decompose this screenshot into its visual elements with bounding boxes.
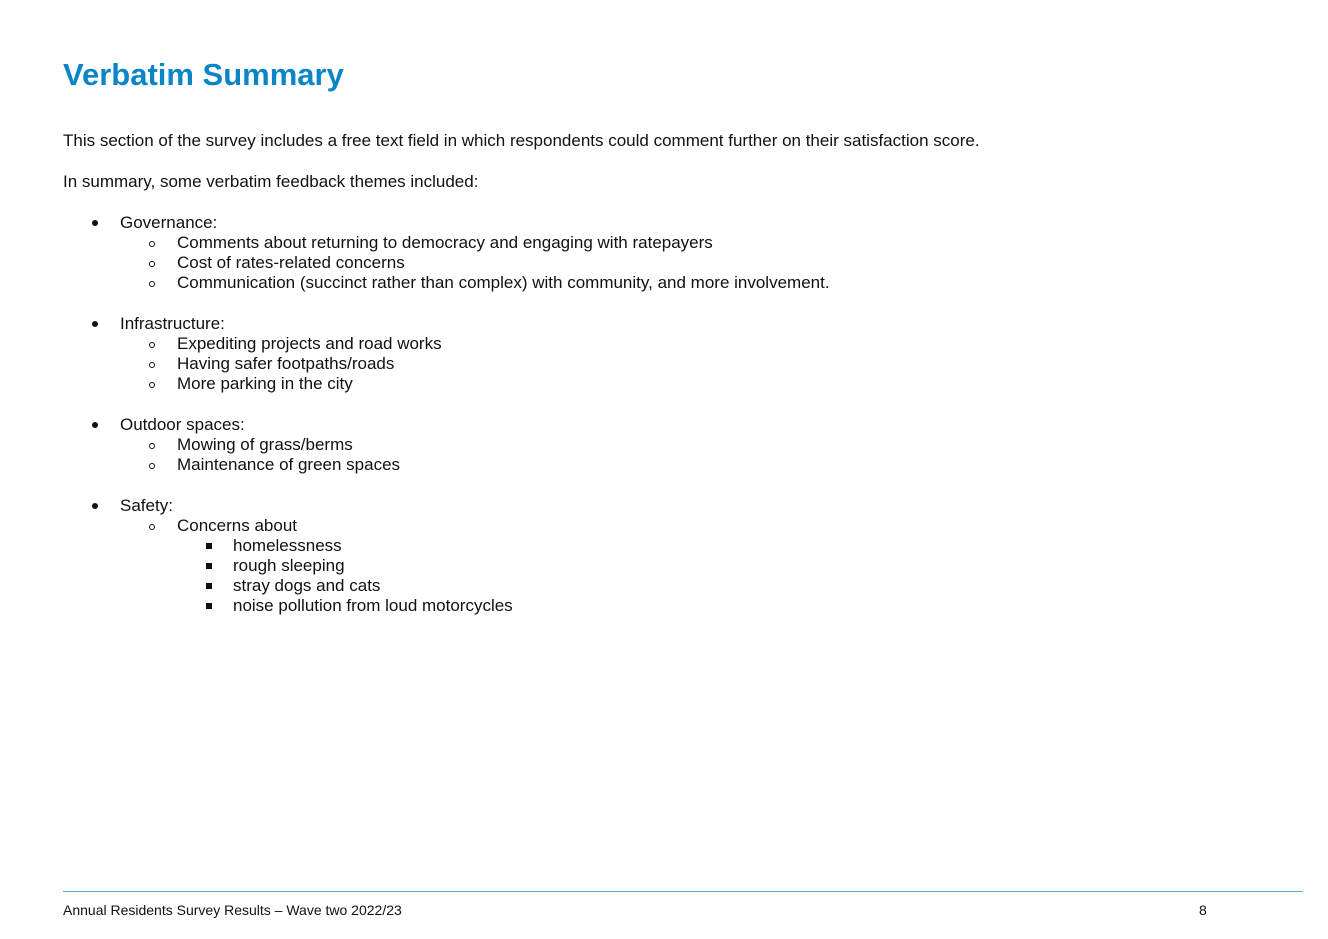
bullet-disc-icon: [92, 422, 98, 428]
bullet-circle-icon: [149, 524, 155, 530]
bullet-square-icon: [206, 583, 212, 589]
list-item: rough sleeping: [233, 556, 345, 575]
bullet-circle-icon: [149, 362, 155, 368]
list-item: Cost of rates-related concerns: [177, 253, 405, 272]
bullet-square-icon: [206, 603, 212, 609]
summary-lead: In summary, some verbatim feedback themes included:: [63, 172, 479, 191]
list-item: homelessness: [233, 536, 342, 555]
theme-label: Infrastructure:: [120, 314, 225, 333]
list-item: Having safer footpaths/roads: [177, 354, 395, 373]
theme-label: Outdoor spaces:: [120, 415, 245, 434]
list-item: Mowing of grass/berms: [177, 435, 353, 454]
list-item: Maintenance of green spaces: [177, 455, 401, 474]
bullet-circle-icon: [149, 382, 155, 388]
page-title: Verbatim Summary: [63, 57, 344, 92]
bullet-circle-icon: [149, 241, 155, 247]
intro-paragraph: This section of the survey includes a free text field in which respondents could comment further on their satisfaction score.: [63, 131, 980, 150]
bullet-circle-icon: [149, 443, 155, 449]
bullet-circle-icon: [149, 281, 155, 287]
theme-label: Governance:: [120, 213, 218, 232]
bullet-square-icon: [206, 543, 212, 549]
list-item: More parking in the city: [177, 374, 353, 393]
theme-label: Safety:: [120, 496, 173, 515]
list-item: Communication (succinct rather than complex) with community, and more involvement.: [177, 273, 830, 292]
bullet-circle-icon: [149, 463, 155, 469]
bullet-disc-icon: [92, 321, 98, 327]
bullet-disc-icon: [92, 503, 98, 509]
list-item: Concerns about: [177, 516, 298, 535]
footer-divider: [63, 891, 1303, 892]
list-item: stray dogs and cats: [233, 576, 381, 595]
list-item: Comments about returning to democracy and engaging with ratepayers: [177, 233, 713, 252]
bullet-square-icon: [206, 563, 212, 569]
bullet-disc-icon: [92, 220, 98, 226]
bullet-circle-icon: [149, 342, 155, 348]
list-item: noise pollution from loud motorcycles: [233, 596, 513, 615]
bullet-circle-icon: [149, 261, 155, 267]
list-item: Expediting projects and road works: [177, 334, 442, 353]
page-number: 8: [1199, 902, 1207, 918]
footer-document-title: Annual Residents Survey Results – Wave two 2022/23: [63, 902, 402, 918]
